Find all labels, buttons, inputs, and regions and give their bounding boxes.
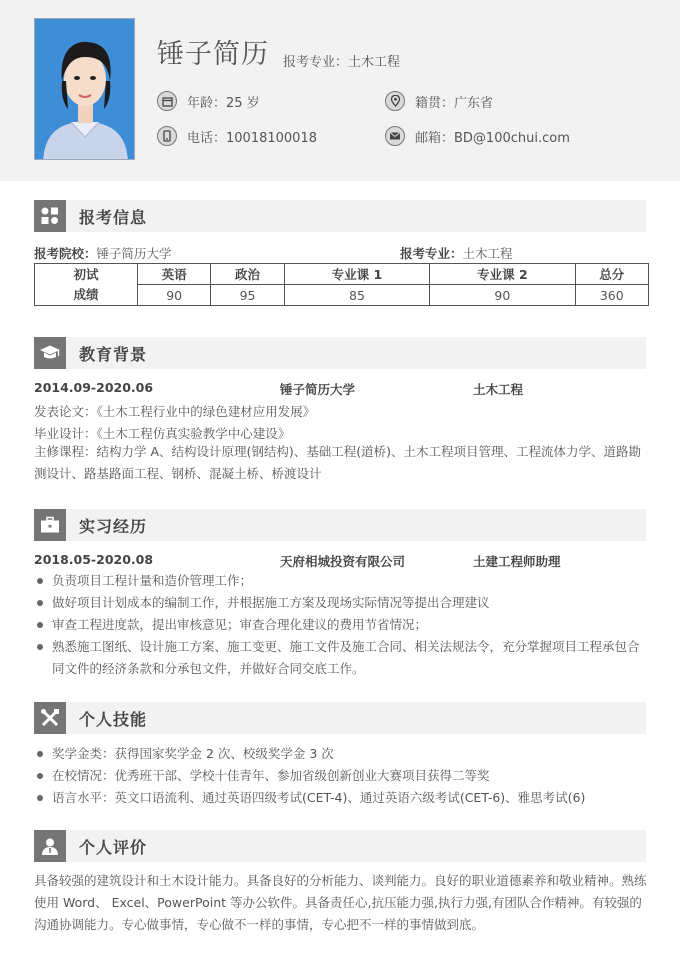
edu-school: 锤子简历大学 (280, 382, 356, 397)
target-major: 报考专业：土木工程 (283, 55, 401, 70)
email-icon (385, 126, 405, 146)
exam-major: 报考专业：土木工程 (400, 246, 513, 261)
grid-icon (34, 200, 66, 232)
intern-company: 天府相城投资有限公司 (280, 554, 406, 569)
subject-cell: 专业课 1 (284, 264, 429, 285)
origin-info (385, 91, 493, 111)
origin-text: 籍贯：广东省 (415, 95, 494, 111)
age-text: 年龄：25 岁 (187, 95, 260, 111)
resume-header (0, 0, 680, 181)
section-title: 实习经历 (79, 517, 148, 536)
edu-major: 土木工程 (473, 382, 524, 397)
list-item: 审查工程进度款，提出审核意见；审查合理化建议的费用节省情况； (36, 614, 650, 636)
calendar-icon (157, 91, 177, 111)
list-item: 语言水平：英文口语流利、通过英语四级考试(CET-4)、通过英语六级考试(CET-6)、雅思考试(6) (36, 787, 650, 809)
edu-period: 2014.09-2020.06 (34, 380, 154, 395)
list-item: 熟悉施工图纸、设计施工方案、施工变更、施工文件及施工合同、相关法规法令，充分掌握项目工程承包合同文件的经济条款和分承包文件，并做好合同交底工作。 (36, 636, 650, 680)
profile-photo (34, 18, 135, 160)
section-education-header (34, 337, 646, 369)
score-cell: 95 (211, 285, 284, 306)
evaluation-text: 具备较强的建筑设计和土木设计能力。具备良好的分析能力、谈判能力。良好的职业道德素养和敬业精神。熟练使用 Word、 Excel、PowerPoint 等办公软件。具备责任心,抗压能力强,执行力强,有团队合作精神。有较强的沟通协调能力。专心做事情，专心做不一样的事情，专心把不一样的事情做到底。 (34, 873, 647, 932)
subject-cell: 专业课 2 (430, 264, 575, 285)
section-exam-header (34, 200, 646, 232)
briefcase-icon (34, 509, 66, 541)
score-cell: 85 (284, 285, 429, 306)
edu-paper: 发表论文：《土木工程行业中的绿色建材应用发展》 (34, 404, 316, 419)
phone-text: 电话：10018100018 (187, 130, 317, 146)
subject-cell: 英语 (138, 264, 211, 285)
graduation-cap-icon (34, 337, 66, 369)
score-cell: 90 (430, 285, 575, 306)
edu-courses: 主修课程：结构力学 A、结构设计原理(钢结构)、基础工程(道桥)、土木工程项目管理、工程流体力学、道路勘测设计、路基路面工程、钢桥、混凝土桥、桥渡设计 (34, 444, 642, 481)
section-skills-header (34, 702, 646, 734)
phone-icon (157, 126, 177, 146)
list-item: 做好项目计划成本的编制工作，并根据施工方案及现场实际情况等提出合理建议 (36, 592, 650, 614)
exam-school: 报考院校：锤子简历大学 (34, 246, 172, 261)
phone-info (157, 126, 317, 146)
tools-icon (34, 702, 66, 734)
user-icon (34, 830, 66, 862)
subject-cell: 总分 (575, 264, 648, 285)
location-pin-icon (385, 91, 405, 111)
section-title: 报考信息 (79, 208, 148, 227)
age-info (157, 91, 260, 111)
applicant-name: 锤子简历 (157, 39, 269, 70)
score-table (34, 263, 649, 306)
subject-cell: 政治 (211, 264, 284, 285)
section-internship-header (34, 509, 646, 541)
list-item: 在校情况：优秀班干部、学校十佳青年、参加省级创新创业大赛项目获得二等奖 (36, 765, 650, 787)
score-cell: 90 (138, 285, 211, 306)
score-row-head: 初试 成绩 (35, 264, 138, 306)
email-text: 邮箱：BD@100chui.com (415, 130, 570, 146)
section-title: 个人评价 (79, 838, 148, 857)
intern-role: 土建工程师助理 (473, 554, 561, 569)
list-item: 奖学金类：获得国家奖学金 2 次、校级奖学金 3 次 (36, 743, 650, 765)
email-info (385, 126, 570, 146)
list-item: 负责项目工程计量和造价管理工作； (36, 570, 650, 592)
edu-design: 毕业设计：《土木工程仿真实验教学中心建设》 (34, 426, 291, 441)
section-evaluation-header (34, 830, 646, 862)
score-cell: 360 (575, 285, 648, 306)
section-title: 个人技能 (79, 710, 148, 729)
section-title: 教育背景 (79, 345, 148, 364)
intern-period: 2018.05-2020.08 (34, 552, 154, 567)
